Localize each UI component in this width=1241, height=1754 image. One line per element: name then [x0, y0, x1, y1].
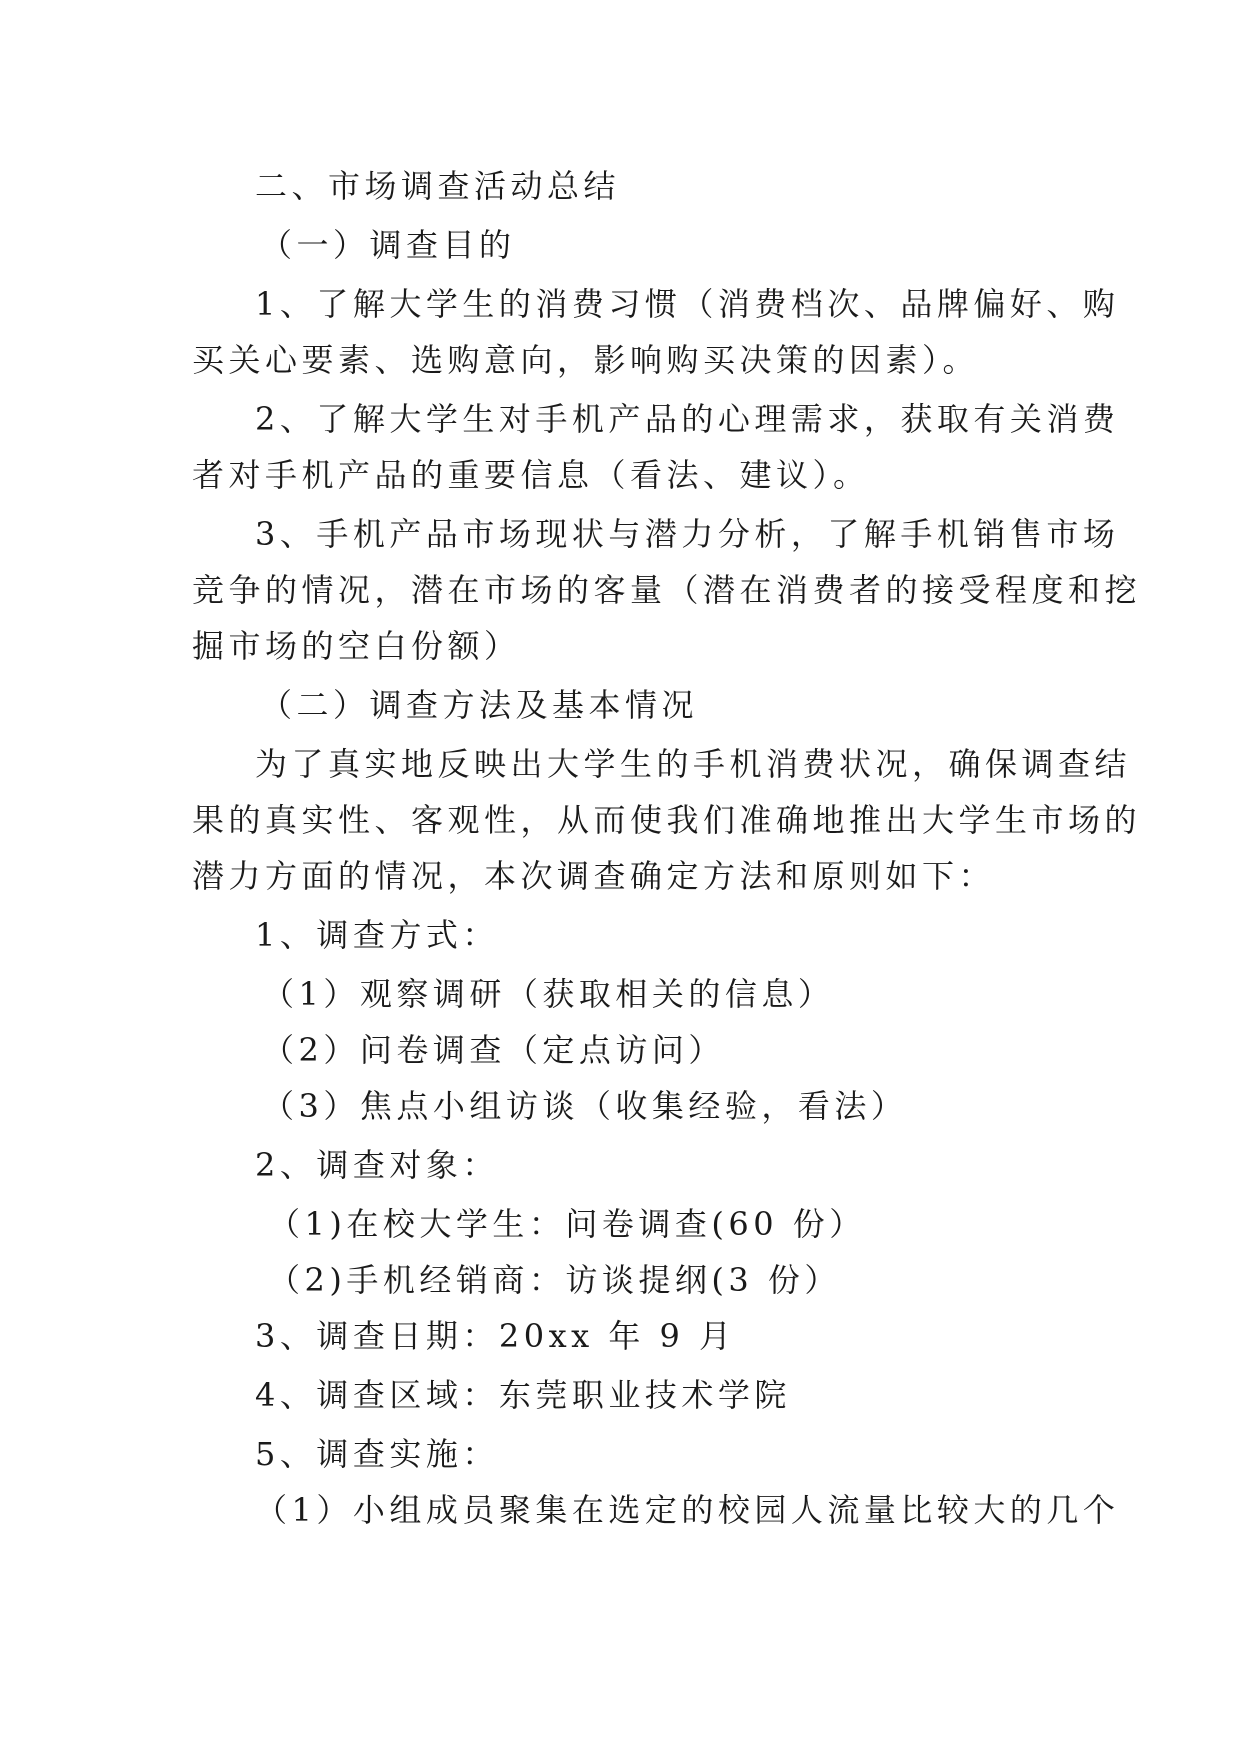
paragraph-line: 2、了解大学生对手机产品的心理需求，获取有关消费: [255, 400, 1120, 438]
list-item: （3）焦点小组访谈（收集经验，看法）: [262, 1087, 908, 1125]
list-item: 2、调查对象：: [255, 1146, 499, 1184]
section-heading: 二、市场调查活动总结: [255, 167, 621, 205]
paragraph-line: 3、手机产品市场现状与潜力分析，了解手机销售市场: [255, 515, 1120, 553]
list-item: （1）观察调研（获取相关的信息）: [262, 975, 835, 1013]
paragraph-line: 者对手机产品的重要信息（看法、建议）。: [192, 456, 870, 494]
subsection-heading: （一）调查目的: [260, 226, 516, 264]
paragraph-line: 买关心要素、选购意向，影响购买决策的因素）。: [192, 341, 980, 379]
paragraph-line: 掘市场的空白份额）: [192, 627, 521, 665]
paragraph-line: 为了真实地反映出大学生的手机消费状况，确保调查结: [255, 745, 1132, 783]
list-item: 1、调查方式：: [255, 916, 499, 954]
list-item: （2)手机经销商：访谈提纲(3 份）: [268, 1261, 841, 1299]
paragraph-line: 果的真实性、客观性，从而使我们准确地推出大学生市场的: [192, 801, 1142, 839]
paragraph-line: 潜力方面的情况，本次调查确定方法和原则如下：: [192, 857, 996, 895]
subsection-heading: （二）调查方法及基本情况: [260, 686, 699, 724]
list-item: （1）小组成员聚集在选定的校园人流量比较大的几个: [255, 1491, 1120, 1529]
list-item: 3、调查日期：20xx 年 9 月: [255, 1317, 736, 1355]
list-item: 4、调查区域：东莞职业技术学院: [255, 1376, 791, 1414]
list-item: （2）问卷调查（定点访问）: [262, 1031, 725, 1069]
paragraph-line: 竞争的情况，潜在市场的客量（潜在消费者的接受程度和挖: [192, 571, 1142, 609]
list-item: （1)在校大学生：问卷调查(60 份）: [268, 1205, 866, 1243]
list-item: 5、调查实施：: [255, 1435, 499, 1473]
paragraph-line: 1、了解大学生的消费习惯（消费档次、品牌偏好、购: [255, 285, 1120, 323]
